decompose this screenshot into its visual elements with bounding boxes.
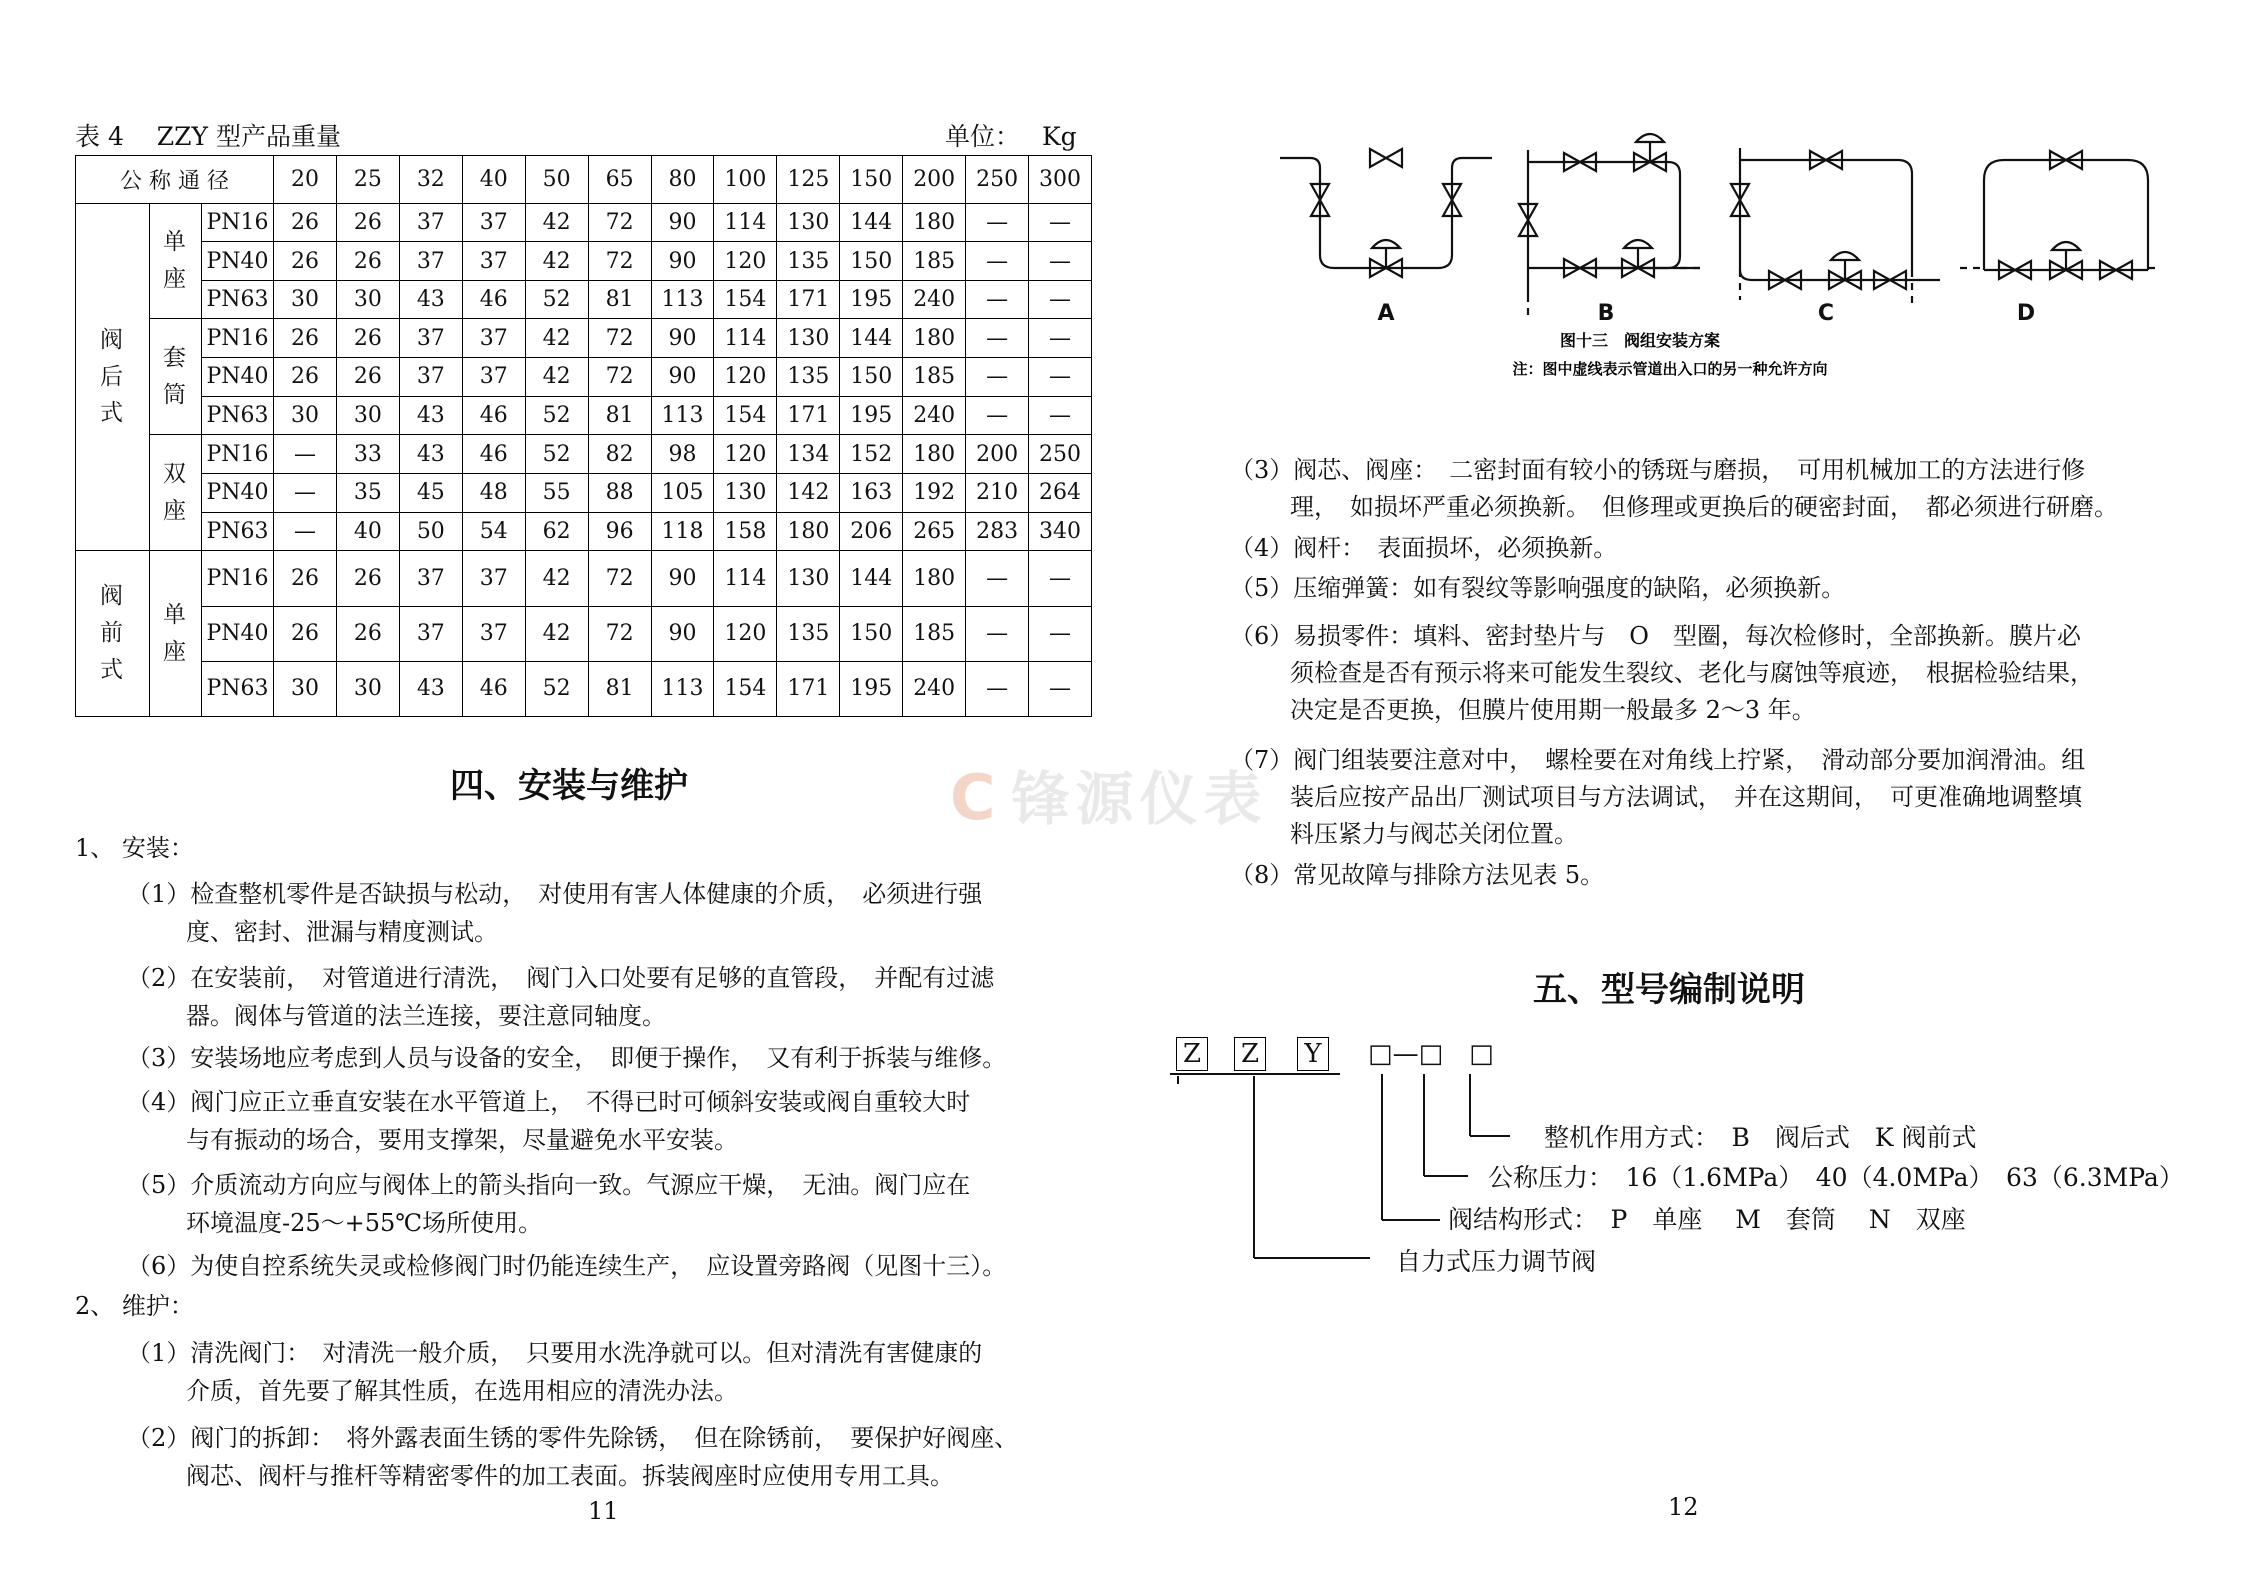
install-item-line: 与有振动的场合，要用支撑架，尽量避免水平安装。 xyxy=(186,1126,738,1154)
weight-cell: 37 xyxy=(462,319,525,358)
table-row xyxy=(76,319,1092,358)
pressure-class: PN63 xyxy=(202,280,274,319)
weight-cell: 200 xyxy=(966,435,1029,474)
watermark: C 锋源仪表 xyxy=(950,761,1268,834)
figure13-label-c: C xyxy=(1817,301,1835,326)
weight-cell: 180 xyxy=(903,435,966,474)
weight-cell: 135 xyxy=(777,242,840,281)
maintenance-item-line: 装后应按产品出厂测试项目与方法调试， 并在这期间， 可更准确地调整填 xyxy=(1290,783,2082,811)
weight-cell: 81 xyxy=(588,661,651,716)
weight-cell: — xyxy=(966,396,1029,435)
install-heading: 1、 安装： xyxy=(75,834,194,862)
weight-cell: 135 xyxy=(777,358,840,397)
weight-cell: 134 xyxy=(777,435,840,474)
pressure-class: PN40 xyxy=(202,358,274,397)
weight-cell: 30 xyxy=(336,661,399,716)
weight-cell: 120 xyxy=(714,358,777,397)
weight-cell: 42 xyxy=(525,319,588,358)
weight-cell: 42 xyxy=(525,203,588,242)
weight-cell: 37 xyxy=(399,203,462,242)
weight-cell: 42 xyxy=(525,606,588,661)
header-diameter: 65 xyxy=(588,156,651,204)
figure13-label-b: B xyxy=(1597,301,1615,326)
weight-cell: 48 xyxy=(462,474,525,513)
code-letter-y: Y xyxy=(1297,1037,1329,1071)
table-row xyxy=(76,280,1092,319)
table-row xyxy=(76,435,1092,474)
weight-cell: 154 xyxy=(714,280,777,319)
weight-cell: 206 xyxy=(840,512,903,551)
code-pattern: □—□ □ xyxy=(1368,1039,1494,1069)
section5-title: 五、型号编制说明 xyxy=(1533,970,1805,1010)
weight-cell: 62 xyxy=(525,512,588,551)
weight-cell: 195 xyxy=(840,661,903,716)
weight-cell: 154 xyxy=(714,661,777,716)
weight-cell: — xyxy=(1029,606,1092,661)
weight-cell: 144 xyxy=(840,203,903,242)
pressure-class: PN40 xyxy=(202,474,274,513)
weight-cell: 33 xyxy=(336,435,399,474)
weight-cell: 40 xyxy=(336,512,399,551)
weight-cell: 26 xyxy=(274,551,337,606)
weight-cell: — xyxy=(1029,358,1092,397)
table-row xyxy=(76,242,1092,281)
weight-cell: 30 xyxy=(336,280,399,319)
weight-cell: 180 xyxy=(777,512,840,551)
weight-cell: 130 xyxy=(777,203,840,242)
weight-cell: 120 xyxy=(714,606,777,661)
pressure-class: PN63 xyxy=(202,396,274,435)
maintenance-item-line: 介质，首先要了解其性质，在选用相应的清洗办法。 xyxy=(186,1377,738,1405)
weight-cell: 180 xyxy=(903,551,966,606)
watermark-logo-icon: C xyxy=(950,761,1002,834)
weight-cell: 72 xyxy=(588,203,651,242)
weight-cell: — xyxy=(1029,242,1092,281)
maintenance-item-line: （6）易损零件：填料、密封垫片与 O 型圈，每次检修时，全部换新。膜片必 xyxy=(1230,622,2081,650)
table-row xyxy=(76,606,1092,661)
header-diameter: 50 xyxy=(525,156,588,204)
weight-cell: 98 xyxy=(651,435,714,474)
code-letter-z2: Z xyxy=(1234,1037,1266,1071)
weight-cell: 250 xyxy=(1029,435,1092,474)
weight-cell: 30 xyxy=(274,661,337,716)
weight-cell: 72 xyxy=(588,242,651,281)
header-diameter: 250 xyxy=(966,156,1029,204)
weight-cell: 52 xyxy=(525,396,588,435)
install-item-line: （2）在安装前， 对管道进行清洗， 阀门入口处要有足够的直管段， 并配有过滤 xyxy=(127,964,995,992)
figure13-label-a: A xyxy=(1377,301,1395,326)
weight-cell: 26 xyxy=(336,606,399,661)
weight-cell: — xyxy=(966,203,1029,242)
weight-cell: 26 xyxy=(336,203,399,242)
weight-cell: 37 xyxy=(399,606,462,661)
weight-cell: — xyxy=(966,280,1029,319)
header-diameter: 25 xyxy=(336,156,399,204)
weight-cell: 26 xyxy=(274,203,337,242)
weight-cell: 72 xyxy=(588,606,651,661)
weight-cell: 26 xyxy=(336,358,399,397)
weight-cell: 30 xyxy=(274,280,337,319)
maintenance-item-line: （8）常见故障与排除方法见表 5。 xyxy=(1230,861,1605,889)
weight-cell: 37 xyxy=(462,203,525,242)
weight-cell: 52 xyxy=(525,435,588,474)
weight-cell: 171 xyxy=(777,661,840,716)
legend-nominal-pressure: 公称压力： 16（1.6MPa） 40（4.0MPa） 63（6.3MPa） xyxy=(1488,1163,2184,1192)
weight-cell: 37 xyxy=(462,358,525,397)
weight-cell: 171 xyxy=(777,396,840,435)
weight-cell: — xyxy=(1029,280,1092,319)
maintenance-item-line: （7）阀门组装要注意对中， 螺栓要在对角线上拧紧， 滑动部分要加润滑油。组 xyxy=(1230,746,2086,774)
weight-cell: 114 xyxy=(714,319,777,358)
pressure-class: PN40 xyxy=(202,242,274,281)
weight-cell: 195 xyxy=(840,396,903,435)
header-diameter: 80 xyxy=(651,156,714,204)
code-letter-z1: Z xyxy=(1176,1037,1208,1071)
figure13-caption: 图十三 阀组安装方案 xyxy=(1559,331,1721,350)
weight-cell: 265 xyxy=(903,512,966,551)
weight-cell: 30 xyxy=(274,396,337,435)
subgroup-label: 单 座 xyxy=(150,203,202,319)
weight-cell: 46 xyxy=(462,435,525,474)
weight-cell: — xyxy=(1029,203,1092,242)
install-item-line: 度、密封、泄漏与精度测试。 xyxy=(186,918,498,946)
weight-cell: 114 xyxy=(714,551,777,606)
section4-title: 四、安装与维护 xyxy=(450,766,688,806)
weight-cell: 185 xyxy=(903,242,966,281)
weight-cell: 55 xyxy=(525,474,588,513)
weight-cell: 37 xyxy=(399,551,462,606)
weight-cell: 150 xyxy=(840,242,903,281)
header-diameter: 300 xyxy=(1029,156,1092,204)
weight-cell: 113 xyxy=(651,396,714,435)
install-item-line: （1）检查整机零件是否缺损与松动， 对使用有害人体健康的介质， 必须进行强 xyxy=(127,880,983,908)
weight-cell: 37 xyxy=(462,242,525,281)
weight-cell: — xyxy=(966,606,1029,661)
weight-cell: 45 xyxy=(399,474,462,513)
weight-cell: 96 xyxy=(588,512,651,551)
weight-cell: 42 xyxy=(525,551,588,606)
group-label: 阀 前 式 xyxy=(76,551,150,717)
weight-cell: 42 xyxy=(525,358,588,397)
weight-cell: 81 xyxy=(588,396,651,435)
weight-cell: 90 xyxy=(651,319,714,358)
weight-cell: 158 xyxy=(714,512,777,551)
code-leader-lines xyxy=(1170,1070,1510,1270)
weight-cell: 82 xyxy=(588,435,651,474)
weight-cell: 180 xyxy=(903,319,966,358)
weight-cell: 46 xyxy=(462,280,525,319)
weight-cell: 43 xyxy=(399,661,462,716)
weight-cell: 37 xyxy=(399,319,462,358)
weight-cell: 43 xyxy=(399,435,462,474)
maintenance-item-line: 料压紧力与阀芯关闭位置。 xyxy=(1290,820,1578,848)
weight-cell: 130 xyxy=(777,319,840,358)
weight-cell: — xyxy=(1029,551,1092,606)
weight-cell: 37 xyxy=(462,551,525,606)
page-number-right: 12 xyxy=(1668,1493,1699,1521)
weight-cell: 150 xyxy=(840,358,903,397)
figure13-note: 注：图中虚线表示管道出入口的另一种允许方向 xyxy=(1512,360,1828,378)
weight-cell: — xyxy=(966,551,1029,606)
header-diameter: 200 xyxy=(903,156,966,204)
weight-cell: 120 xyxy=(714,242,777,281)
table-row xyxy=(76,358,1092,397)
weight-cell: — xyxy=(1029,661,1092,716)
weight-cell: 163 xyxy=(840,474,903,513)
weight-cell: 26 xyxy=(336,319,399,358)
table-caption: 表 4 ZZY 型产品重量 xyxy=(75,122,341,151)
weight-cell: 113 xyxy=(651,280,714,319)
header-diameter: 125 xyxy=(777,156,840,204)
maintenance-item-line: （4）阀杆： 表面损坏，必须换新。 xyxy=(1230,534,1618,562)
pressure-class: PN16 xyxy=(202,551,274,606)
header-diameter: 100 xyxy=(714,156,777,204)
weight-cell: 105 xyxy=(651,474,714,513)
weight-cell: 90 xyxy=(651,242,714,281)
weight-cell: — xyxy=(1029,319,1092,358)
weight-cell: 37 xyxy=(462,606,525,661)
weight-cell: 54 xyxy=(462,512,525,551)
pressure-class: PN63 xyxy=(202,512,274,551)
weight-cell: 264 xyxy=(1029,474,1092,513)
install-item-line: （6）为使自控系统失灵或检修阀门时仍能连续生产， 应设置旁路阀（见图十三）。 xyxy=(127,1252,1007,1280)
weight-cell: 72 xyxy=(588,358,651,397)
weight-cell: 52 xyxy=(525,661,588,716)
header-nominal-diameter: 公 称 通 径 xyxy=(76,156,274,204)
pressure-class: PN16 xyxy=(202,319,274,358)
weight-cell: 142 xyxy=(777,474,840,513)
weight-cell: 52 xyxy=(525,280,588,319)
table-row xyxy=(76,551,1092,606)
weight-cell: 150 xyxy=(840,606,903,661)
figure13-label-d: D xyxy=(2016,301,2036,326)
weight-cell: 72 xyxy=(588,551,651,606)
legend-operation-mode: 整机作用方式： B 阀后式 K 阀前式 xyxy=(1544,1123,1977,1152)
header-diameter: 40 xyxy=(462,156,525,204)
weight-cell: 26 xyxy=(274,358,337,397)
legend-product-name: 自力式压力调节阀 xyxy=(1396,1247,1597,1276)
table-row xyxy=(76,661,1092,716)
weight-cell: — xyxy=(966,242,1029,281)
weight-cell: 144 xyxy=(840,551,903,606)
weight-cell: 195 xyxy=(840,280,903,319)
weight-cell: 26 xyxy=(336,242,399,281)
weight-cell: 192 xyxy=(903,474,966,513)
pressure-class: PN16 xyxy=(202,435,274,474)
weight-cell: 135 xyxy=(777,606,840,661)
weight-cell: 283 xyxy=(966,512,1029,551)
weight-cell: 130 xyxy=(714,474,777,513)
table-row xyxy=(76,474,1092,513)
subgroup-label: 单 座 xyxy=(150,551,202,717)
weight-cell: 120 xyxy=(714,435,777,474)
subgroup-label: 套 筒 xyxy=(150,319,202,435)
weight-cell: 30 xyxy=(336,396,399,435)
page-number-left: 11 xyxy=(588,1497,619,1525)
weight-cell: 72 xyxy=(588,319,651,358)
weight-cell: 88 xyxy=(588,474,651,513)
weight-cell: 26 xyxy=(274,242,337,281)
table-row xyxy=(76,396,1092,435)
install-item-line: 环境温度-25～+55℃场所使用。 xyxy=(186,1209,543,1237)
weight-cell: 210 xyxy=(966,474,1029,513)
weight-cell: 240 xyxy=(903,280,966,319)
pressure-class: PN63 xyxy=(202,661,274,716)
maintenance-item-line: 决定是否更换，但膜片使用期一般最多 2～3 年。 xyxy=(1290,696,1816,724)
weight-cell: 37 xyxy=(399,242,462,281)
header-diameter: 32 xyxy=(399,156,462,204)
weight-cell: 340 xyxy=(1029,512,1092,551)
weight-cell: 42 xyxy=(525,242,588,281)
table-unit: 单位： Kg xyxy=(945,122,1077,151)
weight-cell: 43 xyxy=(399,396,462,435)
header-diameter: 20 xyxy=(274,156,337,204)
table-header-row xyxy=(76,156,1092,204)
weight-cell: 90 xyxy=(651,551,714,606)
maintenance-item-line: （2）阀门的拆卸： 将外露表面生锈的零件先除锈， 但在除锈前， 要保护好阀座、 xyxy=(127,1424,1019,1452)
weight-cell: 113 xyxy=(651,661,714,716)
maintenance-item-line: 理， 如损坏严重必须换新。 但修理或更换后的硬密封面， 都必须进行研磨。 xyxy=(1290,493,2118,521)
weight-cell: 43 xyxy=(399,280,462,319)
weight-cell: 185 xyxy=(903,606,966,661)
header-diameter: 150 xyxy=(840,156,903,204)
weight-cell: — xyxy=(274,435,337,474)
weight-cell: — xyxy=(966,358,1029,397)
group-label: 阀 后 式 xyxy=(76,203,150,551)
maintenance-item-line: 须检查是否有预示将来可能发生裂纹、老化与腐蚀等痕迹， 根据检验结果， xyxy=(1290,659,2094,687)
weight-cell: 35 xyxy=(336,474,399,513)
install-item-line: 器。阀体与管道的法兰连接，要注意同轴度。 xyxy=(186,1002,666,1030)
weight-cell: 50 xyxy=(399,512,462,551)
weight-cell: 144 xyxy=(840,319,903,358)
install-item-line: （5）介质流动方向应与阀体上的箭头指向一致。气源应干燥， 无油。阀门应在 xyxy=(127,1171,971,1199)
legend-valve-structure: 阀结构形式： P 单座 M 套筒 N 双座 xyxy=(1448,1205,1966,1234)
weight-cell: 240 xyxy=(903,396,966,435)
weight-cell: — xyxy=(1029,396,1092,435)
weight-cell: 90 xyxy=(651,606,714,661)
weight-cell: 26 xyxy=(336,551,399,606)
weight-cell: 26 xyxy=(274,319,337,358)
weight-cell: — xyxy=(274,474,337,513)
pressure-class: PN40 xyxy=(202,606,274,661)
maintenance-item-line: 阀芯、阀杆与推杆等精密零件的加工表面。拆装阀座时应使用专用工具。 xyxy=(186,1462,954,1490)
weight-cell: — xyxy=(966,319,1029,358)
weight-cell: 90 xyxy=(651,203,714,242)
weight-cell: 37 xyxy=(399,358,462,397)
weight-cell: 46 xyxy=(462,661,525,716)
maintenance-heading: 2、 维护： xyxy=(75,1292,194,1320)
install-item-line: （4）阀门应正立垂直安装在水平管道上， 不得已时可倾斜安装或阀自重较大时 xyxy=(127,1088,971,1116)
install-item-line: （3）安装场地应考虑到人员与设备的安全， 即便于操作， 又有利于拆装与维修。 xyxy=(127,1044,1007,1072)
weight-cell: 118 xyxy=(651,512,714,551)
weight-cell: 152 xyxy=(840,435,903,474)
table-row xyxy=(76,512,1092,551)
weight-cell: 90 xyxy=(651,358,714,397)
weight-cell: — xyxy=(274,512,337,551)
weight-cell: 240 xyxy=(903,661,966,716)
weight-cell: — xyxy=(966,661,1029,716)
subgroup-label: 双 座 xyxy=(150,435,202,551)
weight-cell: 114 xyxy=(714,203,777,242)
weight-cell: 26 xyxy=(274,606,337,661)
weight-cell: 171 xyxy=(777,280,840,319)
maintenance-item-line: （1）清洗阀门： 对清洗一般介质， 只要用水洗净就可以。但对清洗有害健康的 xyxy=(127,1339,983,1367)
figure13-diagram xyxy=(1280,120,2160,390)
maintenance-item-line: （5）压缩弹簧：如有裂纹等影响强度的缺陷，必须换新。 xyxy=(1230,574,1846,602)
weight-cell: 180 xyxy=(903,203,966,242)
maintenance-item-line: （3）阀芯、阀座： 二密封面有较小的锈斑与磨损， 可用机械加工的方法进行修 xyxy=(1230,456,2086,484)
weight-cell: 81 xyxy=(588,280,651,319)
weight-cell: 46 xyxy=(462,396,525,435)
weight-table xyxy=(75,155,1092,717)
weight-cell: 185 xyxy=(903,358,966,397)
weight-cell: 154 xyxy=(714,396,777,435)
pressure-class: PN16 xyxy=(202,203,274,242)
table-row xyxy=(76,203,1092,242)
weight-cell: 130 xyxy=(777,551,840,606)
